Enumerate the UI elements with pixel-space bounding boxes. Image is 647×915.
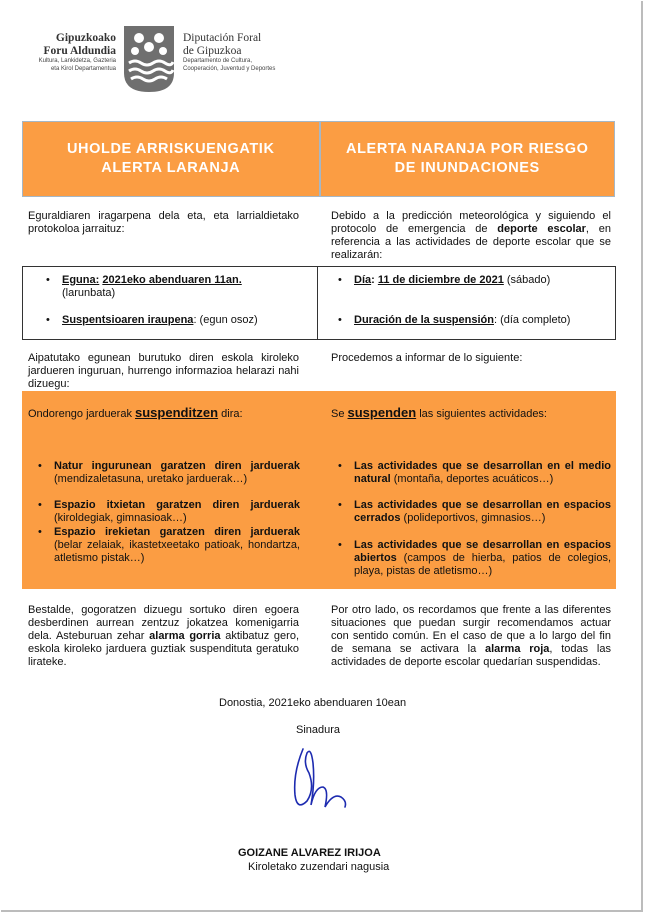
es-day-label: Día (354, 274, 372, 286)
suspend-eu-post: dira: (218, 408, 243, 420)
title-eu (23, 122, 319, 196)
title-es (319, 122, 615, 196)
es-activity-bold: Las actividades que se desarrollan en el medio natural (354, 460, 611, 485)
org-name-eu-line2: Foru Aldundia (43, 45, 116, 57)
es-activity-item (338, 539, 611, 578)
suspend-es-pre: Se (331, 408, 348, 420)
suspend-es-bold: suspenden (347, 405, 417, 420)
eu-activity-rest: (kiroldegiak, gimnasioak…) (54, 512, 187, 524)
suspend-eu-bold: suspenditzen (135, 405, 219, 420)
eu-activity-item (38, 499, 300, 525)
eu-activity-bold: Espazio irekietan garatzen diren jarduerak (54, 526, 300, 538)
title-eu-line1: UHOLDE ARRISKUENGATIK (66, 141, 275, 157)
bullet-icon: • (38, 460, 42, 472)
org-name-es-line1: Diputación Foral (183, 32, 262, 44)
place-date: Donostia, 2021eko abenduaren 10ean (219, 697, 407, 709)
signature-label: Sinadura (296, 724, 341, 736)
eu-activity-bold: Espazio itxietan garatzen diren jarduerak (54, 499, 300, 511)
es-activity-rest: (montaña, deportes acuáticos…) (390, 473, 554, 485)
es-activity-item (338, 460, 611, 486)
eu-duration-label: Suspentsioaren iraupena (62, 314, 194, 326)
closing-es-post: , todas las actividades de deporte escolar quedarían suspendidas. (331, 643, 611, 668)
eu-day-label: Eguna: (62, 274, 100, 286)
suspend-eu-pre: Ondorengo jarduerak (28, 408, 136, 420)
eu-day-value: 2021eko abenduaren 11an. (102, 274, 242, 286)
bullet-icon: • (46, 314, 50, 326)
dept-es-line2: Cooperación, Juventud y Deportes (183, 65, 276, 72)
header-right-text (183, 32, 313, 73)
es-duration-value: : (día completo) (493, 314, 571, 326)
dept-eu-line2: eta Kirol Departamentua (50, 65, 116, 72)
header-left-text (28, 32, 116, 73)
eu-day-note: (larunbata) (62, 287, 116, 299)
closing-es-bold: alarma roja (484, 643, 550, 655)
bullet-icon: • (46, 274, 50, 286)
closing-es (331, 604, 611, 669)
suspend-heading-eu (28, 406, 303, 421)
intro-es-bold: deporte escolar (497, 223, 586, 235)
suspend-heading-es (331, 406, 611, 421)
inform-es: Procedemos a informar de lo siguiente: (331, 352, 523, 364)
dept-eu-line1: Kultura, Lankidetza, Gazteria (38, 58, 116, 64)
title-banner (22, 121, 615, 197)
suspend-es-post: las siguientes actividades: (416, 408, 547, 420)
es-activity-bold: Las actividades que se desarrollan en espacios abiertos (354, 539, 611, 564)
bullet-icon: • (338, 499, 342, 511)
intro-eu: Eguraldiaren iragarpena dela eta, eta larrialdietako protokoloa jarraituz: (28, 210, 299, 235)
signer-name: GOIZANE ALVAREZ IRIJOA (238, 847, 381, 859)
eu-activity-item (38, 526, 300, 565)
eu-activity-rest: (mendizaletasuna, uretako jarduerak…) (54, 473, 248, 485)
closing-eu-post: aktibatuz gero, eskola kiroleko jarduera guztiak suspendituta geratuko lirateke. (28, 630, 300, 668)
eu-activity-rest: (belar zelaiak, ikastetxeetako patioak, hondartza, atletismo pistak…) (54, 539, 300, 564)
bullet-icon: • (338, 539, 342, 551)
bullet-icon: • (338, 314, 342, 326)
org-name-es-line2: de Gipuzkoa (183, 45, 242, 57)
inform-eu: Aipatutako egunean burutuko diren eskola kiroleko jardueren inguruan, hurrengo informazioa helarazi nahi dizuegu: (28, 352, 299, 390)
closing-eu (28, 604, 299, 669)
closing-eu-bold: alarma gorria (149, 630, 221, 642)
intro-es-post: , en referencia a las actividades de deporte escolar que se realizarán: (331, 223, 611, 261)
bullet-icon: • (338, 274, 342, 286)
signer-title: Kiroletako zuzendari nagusia (248, 861, 390, 873)
es-duration-label: Duración de la suspensión (354, 314, 494, 326)
closing-eu-pre: Bestalde, gogoratzen dizuegu sortuko diren egoera desberdinen aurrean zentzuz jokatzea komenigarria dela. Asteburuan zehar (28, 604, 299, 642)
date-box-divider (317, 267, 318, 339)
eu-activity-item (38, 460, 300, 486)
title-es-line1: ALERTA NARANJA POR RIESGO (346, 141, 589, 157)
eu-activity-bold: Natur ingurunean garatzen diren jarduerak (54, 460, 300, 472)
es-activity-bold: Las actividades que se desarrollan en espacios cerrados (354, 499, 611, 524)
bullet-icon: • (338, 460, 342, 472)
eu-day-item (46, 274, 292, 300)
es-activity-item (338, 499, 611, 525)
eu-duration-value: : (egun osoz) (193, 314, 258, 326)
handwritten-signature-icon (285, 743, 365, 823)
bullet-icon: • (38, 499, 42, 511)
intro-es-pre: Debido a la predicción meteorológica y siguiendo el protocolo de emergencia de (331, 210, 611, 235)
intro-es (331, 210, 611, 262)
eu-duration-item (46, 314, 292, 327)
es-day-value: 11 de diciembre de 2021 (377, 274, 504, 286)
es-activity-rest: (campos de hierba, patios de colegios, playa, pistas de atletismo…) (354, 552, 611, 577)
org-name-eu-line1: Gipuzkoako (55, 32, 116, 44)
title-eu-line2: ALERTA LARANJA (101, 160, 241, 176)
es-day-item: • Día: 11 de diciembre de 2021 (sábado) (338, 274, 551, 286)
es-day-note: (sábado) (506, 274, 551, 286)
closing-es-pre: Por otro lado, os recordamos que frente a las diferentes situaciones que puedan surgir recomendamos actuar con sentido común. En el caso de que a lo largo del fin de semana se activara la (331, 604, 611, 655)
es-duration-item (338, 314, 609, 327)
es-activity-rest: (polideportivos, gimnasios…) (400, 512, 546, 524)
title-es-line2: DE INUNDACIONES (394, 160, 540, 176)
gipuzkoa-shield-logo-icon (123, 25, 175, 93)
dept-es-line1: Departamento de Cultura, (183, 58, 253, 64)
bullet-icon: • (38, 526, 42, 538)
